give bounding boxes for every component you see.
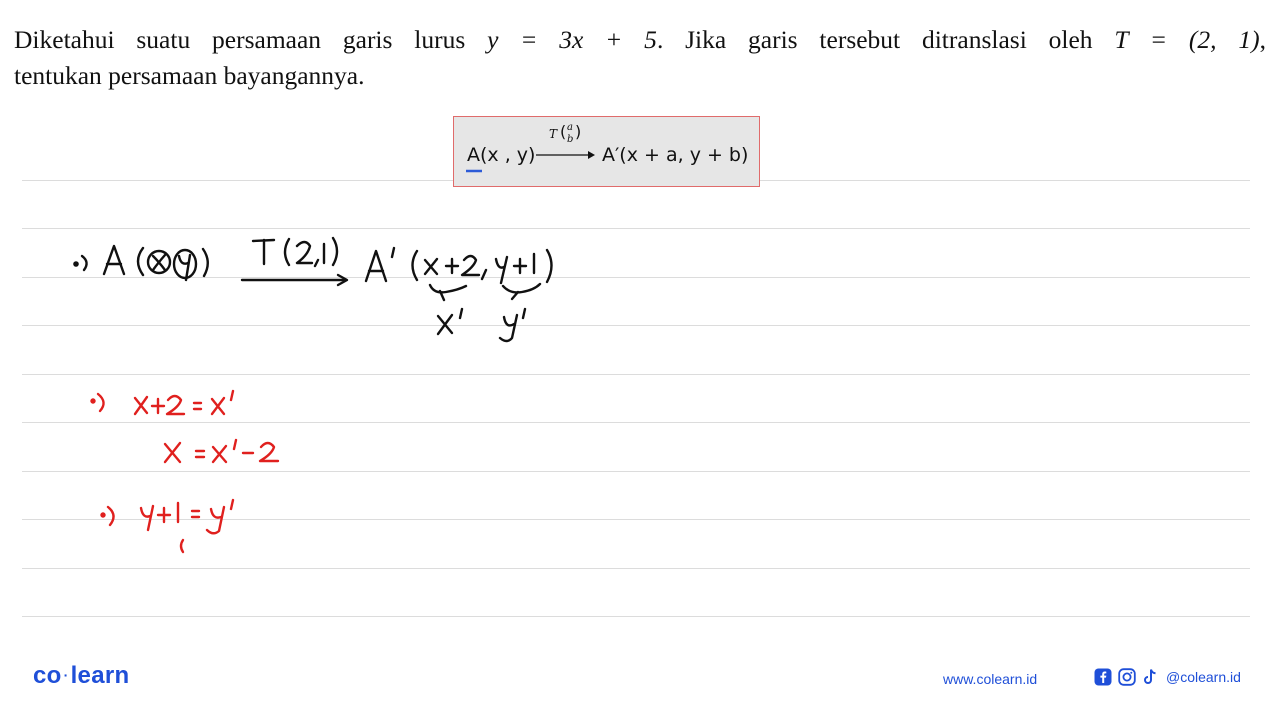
handwriting-step-1: [74, 238, 551, 341]
footer-url[interactable]: www.colearn.id: [943, 671, 1038, 687]
problem-text-c: ,: [1259, 25, 1266, 54]
vector-paren-right: ): [575, 122, 582, 141]
vector-bottom: b: [567, 134, 574, 145]
formula-left: A(x , y): [467, 144, 536, 166]
tiktok-icon[interactable]: [1142, 668, 1158, 686]
logo-dot: ·: [63, 667, 69, 683]
social-handle[interactable]: @colearn.id: [1166, 669, 1241, 685]
problem-text-a: Diketahui suatu persamaan garis lurus: [14, 25, 488, 54]
social-links: [1094, 668, 1241, 686]
logo-learn: learn: [70, 662, 130, 689]
instagram-icon[interactable]: [1118, 668, 1136, 686]
formula-operator: T: [549, 127, 558, 141]
problem-text-b: . Jika garis tersebut ditranslasi oleh: [656, 25, 1115, 54]
translation-vector: T = (2, 1): [1114, 25, 1260, 54]
facebook-icon[interactable]: [1094, 668, 1112, 686]
logo-co: co: [33, 662, 62, 689]
problem-line-2: tentukan persamaan bayangannya.: [14, 61, 365, 90]
handwriting-steps-red: [92, 391, 279, 552]
colearn-logo: [33, 662, 129, 690]
line-equation: y = 3x + 5: [487, 25, 657, 54]
vector-top: a: [567, 122, 573, 133]
vector-paren-left: (: [560, 122, 567, 141]
formula-right: A′(x + a, y + b): [602, 144, 749, 166]
